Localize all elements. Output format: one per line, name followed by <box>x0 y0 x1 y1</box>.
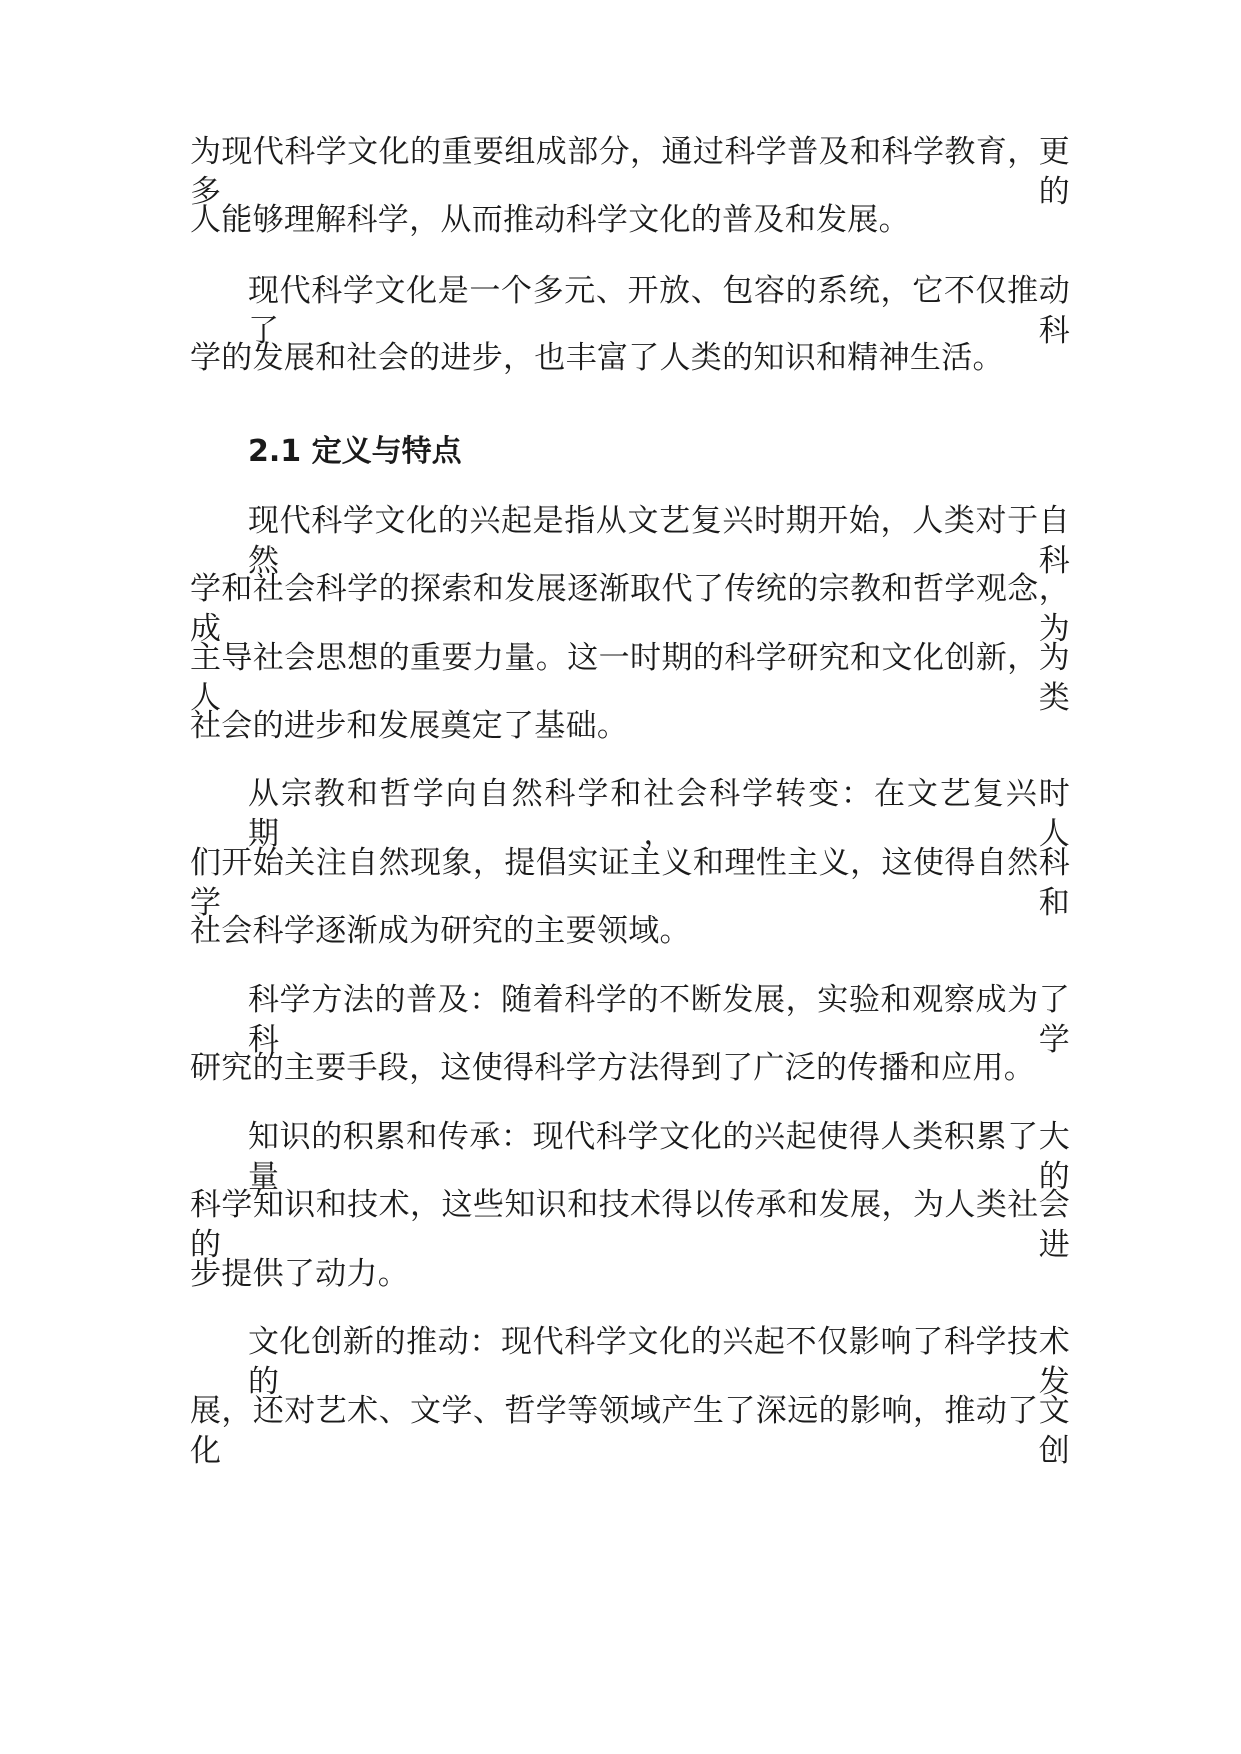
definition-line-3: 主导社会思想的重要力量。这一时期的科学研究和文化创新，为人类 <box>190 640 1070 716</box>
method-line-2: 研究的主要手段，这使得科学方法得到了广泛的传播和应用。 <box>190 1050 1036 1086</box>
continuation-line-2: 人能够理解科学，从而推动科学文化的普及和发展。 <box>190 202 910 238</box>
knowledge-line-1: 知识的积累和传承：现代科学文化的兴起使得人类积累了大量的 <box>248 1119 1070 1195</box>
definition-line-1: 现代科学文化的兴起是指从文艺复兴时期开始，人类对于自然科 <box>248 503 1070 579</box>
section-heading: 2.1 定义与特点 <box>248 434 462 469</box>
summary-line-2: 学的发展和社会的进步，也丰富了人类的知识和精神生活。 <box>190 340 1004 376</box>
knowledge-line-3: 步提供了动力。 <box>190 1256 410 1292</box>
summary-line-1: 现代科学文化是一个多元、开放、包容的系统，它不仅推动了科 <box>248 273 1070 349</box>
innovation-line-1: 文化创新的推动：现代科学文化的兴起不仅影响了科学技术的发 <box>248 1324 1070 1400</box>
definition-line-2: 学和社会科学的探索和发展逐渐取代了传统的宗教和哲学观念，成为 <box>190 571 1070 647</box>
shift-line-2: 们开始关注自然现象，提倡实证主义和理性主义，这使得自然科学和 <box>190 845 1070 921</box>
shift-line-3: 社会科学逐渐成为研究的主要领域。 <box>190 913 691 949</box>
innovation-line-2: 展，还对艺术、文学、哲学等领域产生了深远的影响，推动了文化创 <box>190 1393 1070 1469</box>
knowledge-line-2: 科学知识和技术，这些知识和技术得以传承和发展，为人类社会的进 <box>190 1187 1070 1263</box>
definition-line-4: 社会的进步和发展奠定了基础。 <box>190 708 629 744</box>
method-line-1: 科学方法的普及：随着科学的不断发展，实验和观察成为了科学 <box>248 982 1070 1058</box>
continuation-line-1: 为现代科学文化的重要组成部分，通过科学普及和科学教育，更多的 <box>190 134 1070 210</box>
shift-line-1: 从宗教和哲学向自然科学和社会科学转变：在文艺复兴时期，人 <box>248 776 1070 852</box>
